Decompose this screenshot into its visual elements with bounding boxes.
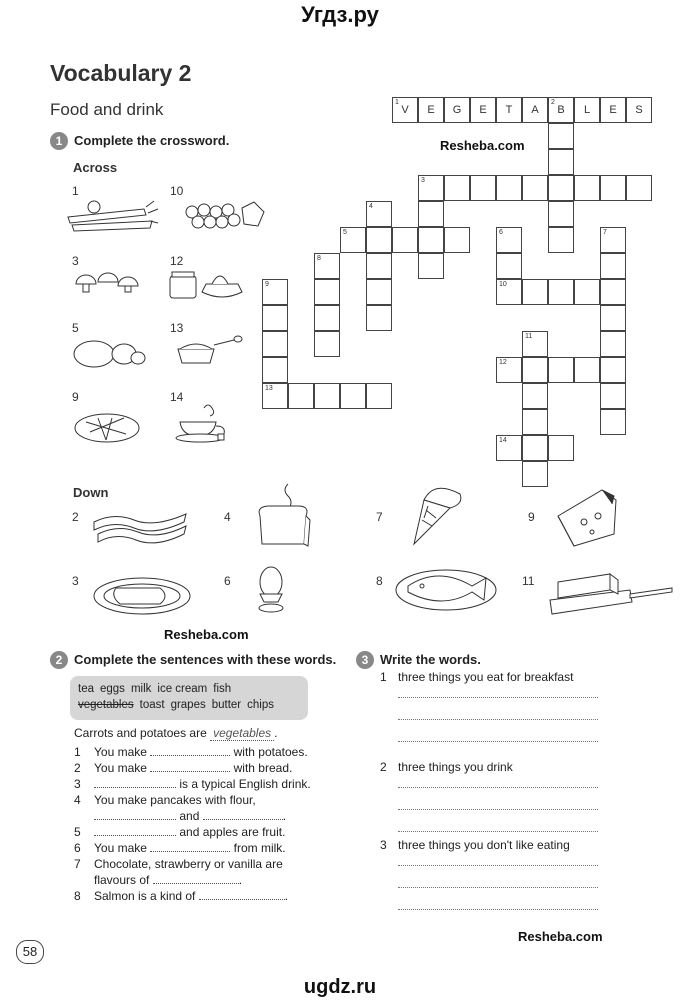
crossword-cell[interactable] [600, 409, 626, 435]
crossword-cell[interactable] [496, 175, 522, 201]
crossword-cell[interactable] [600, 97, 626, 123]
exercise-3-instruction: 3 Write the words. [356, 651, 481, 669]
crossword-cell-number: 4 [369, 203, 373, 210]
word-box-row-1: tea eggs milk ice cream fish [78, 683, 232, 695]
crossword-cell[interactable] [548, 201, 574, 227]
crossword-cell[interactable] [600, 331, 626, 357]
word-box [70, 676, 308, 720]
answer-blank[interactable] [94, 809, 176, 820]
sentence-6: 6 You make from milk. [74, 841, 286, 855]
down-clue-4: 4 [224, 510, 231, 524]
crossword-cell[interactable] [574, 97, 600, 123]
across-clue-12: 12 [170, 254, 184, 268]
crossword-cell[interactable] [262, 383, 288, 409]
sentence-4: 4 You make pancakes with flour, [74, 793, 256, 807]
crossword-cell[interactable] [366, 279, 392, 305]
crossword-cell[interactable] [548, 97, 574, 123]
sentence-8: 8 Salmon is a kind of . [74, 889, 289, 903]
crossword-cell-number: 10 [499, 281, 507, 288]
crossword-letter: B [557, 104, 565, 116]
ex3-answer-line[interactable] [398, 887, 598, 888]
ex3-answer-line[interactable] [398, 809, 598, 810]
crossword-cell[interactable] [522, 357, 548, 383]
answer-blank[interactable] [150, 761, 230, 772]
crossword-cell[interactable] [496, 435, 522, 461]
crossword-letter: A [531, 104, 539, 116]
answer-blank[interactable] [94, 777, 176, 788]
crossword-cell-number: 3 [421, 177, 425, 184]
sentence-4-continued: and . [74, 809, 286, 823]
ex3-answer-line[interactable] [398, 865, 598, 866]
across-clue-10: 10 [170, 184, 184, 198]
crossword-cell[interactable] [314, 331, 340, 357]
answer-blank[interactable] [94, 825, 176, 836]
crossword-cell[interactable] [548, 435, 574, 461]
exercise-1-instruction: 1 Complete the crossword. [50, 132, 229, 150]
ex3-answer-line[interactable] [398, 909, 598, 910]
crossword-cell[interactable] [522, 383, 548, 409]
crossword-cell[interactable] [418, 227, 444, 253]
crossword-cell[interactable] [548, 279, 574, 305]
crossword-letter: E [427, 104, 435, 116]
sentence-1: 1 You make with potatoes. [74, 745, 308, 759]
crossword-letter: S [635, 104, 643, 116]
down-clue-6: 6 [224, 574, 231, 588]
ex3-answer-line[interactable] [398, 741, 598, 742]
crossword-cell[interactable] [444, 97, 470, 123]
crossword-cell-number: 1 [395, 99, 399, 106]
across-clue-3: 3 [72, 254, 79, 268]
crossword-cell[interactable] [496, 227, 522, 253]
exercise-2-number: 2 [50, 651, 68, 669]
across-clue-14: 14 [170, 390, 184, 404]
down-clue-8: 8 [376, 574, 383, 588]
butter-dish-icon [546, 570, 676, 620]
crossword-cell-number: 9 [265, 281, 269, 288]
across-heading: Across [73, 160, 118, 175]
crossword-cell[interactable] [522, 175, 548, 201]
crossword-cell[interactable] [262, 279, 288, 305]
site-header: Угдз.ру [301, 2, 379, 27]
page-subtitle: Food and drink [50, 100, 164, 119]
crossword-cell-number: 14 [499, 437, 507, 444]
sentence-2: 2 You make with bread. [74, 761, 293, 775]
crossword-letter: E [479, 104, 487, 116]
crossword-cell[interactable] [548, 123, 574, 149]
crossword-cell[interactable] [366, 383, 392, 409]
crossword-cell[interactable] [418, 97, 444, 123]
crossword-cell[interactable] [548, 357, 574, 383]
example-sentence: Carrots and potatoes are vegetables . [74, 726, 278, 740]
crossword-cell[interactable] [600, 175, 626, 201]
crossword-cell[interactable] [496, 279, 522, 305]
down-clue-3: 3 [72, 574, 79, 588]
grapes-icon [180, 198, 270, 234]
ex3-item-1: 1 three things you eat for breakfast [380, 670, 574, 684]
crossword-cell[interactable] [496, 357, 522, 383]
ice-cream-icon [404, 480, 464, 546]
crossword-cell[interactable] [340, 383, 366, 409]
crossword-cell[interactable] [314, 305, 340, 331]
ex3-item-2: 2 three things you drink [380, 760, 513, 774]
crossword-cell[interactable] [522, 409, 548, 435]
page-title: Vocabulary 2 [50, 60, 192, 86]
crossword-cell[interactable] [366, 305, 392, 331]
crossword-cell[interactable] [600, 383, 626, 409]
crossword-cell[interactable] [392, 227, 418, 253]
ex3-answer-line[interactable] [398, 787, 598, 788]
crossword-cell[interactable] [392, 97, 418, 123]
across-clue-9: 9 [72, 390, 79, 404]
crossword-cell[interactable] [340, 227, 366, 253]
crossword-cell-number: 11 [525, 333, 533, 340]
crossword-cell[interactable] [522, 461, 548, 487]
crossword-cell[interactable] [288, 383, 314, 409]
sentence-7: 7 Chocolate, strawberry or vanilla are [74, 857, 283, 871]
crossword-cell[interactable] [574, 175, 600, 201]
word-box-row-2: vegetables toast grapes butter chips [78, 699, 275, 711]
crossword-letter: E [609, 104, 617, 116]
crossword-cell[interactable] [314, 253, 340, 279]
crossword-cell[interactable] [470, 175, 496, 201]
crossword-cell[interactable] [418, 175, 444, 201]
crossword-cell[interactable] [626, 97, 652, 123]
crossword-cell-number: 6 [499, 229, 503, 236]
page-number: 58 [16, 940, 44, 964]
across-clue-1: 1 [72, 184, 79, 198]
ex3-answer-line[interactable] [398, 831, 598, 832]
crossword-cell[interactable] [366, 253, 392, 279]
teacup-icon [174, 400, 240, 444]
crossword-cell[interactable] [314, 279, 340, 305]
crossword-cell[interactable] [548, 149, 574, 175]
site-footer: ugdz.ru [303, 976, 377, 998]
down-clue-7: 7 [376, 510, 383, 524]
crossword-cell[interactable] [600, 279, 626, 305]
across-clue-5: 5 [72, 321, 79, 335]
ex3-answer-line[interactable] [398, 719, 598, 720]
crossword-cell[interactable] [600, 227, 626, 253]
potatoes-icon [72, 338, 146, 370]
answer-blank[interactable] [150, 841, 230, 852]
answer-blank[interactable] [150, 745, 230, 756]
egg-icon [254, 564, 288, 616]
meat-plate-icon [90, 570, 194, 618]
sugar-bowl-icon [174, 335, 244, 365]
crossword-letter: T [505, 104, 513, 116]
crossword-cell[interactable] [600, 357, 626, 383]
crossword-cell[interactable] [418, 201, 444, 227]
exercise-2-instruction: 2 Complete the sentences with these words. [50, 651, 336, 669]
sentence-3: 3 is a typical English drink. [74, 777, 311, 791]
crossword-cell[interactable] [366, 227, 392, 253]
crossword-cell[interactable] [600, 305, 626, 331]
cheese-icon [554, 486, 620, 550]
crossword-cell[interactable] [574, 279, 600, 305]
crossword-cell[interactable] [522, 279, 548, 305]
crossword-cell[interactable] [522, 331, 548, 357]
crossword-cell[interactable] [626, 175, 652, 201]
watermark-bottom: Resheba.com [518, 929, 603, 944]
crossword-cell[interactable] [548, 227, 574, 253]
exercise-3-number: 3 [356, 651, 374, 669]
across-clue-13: 13 [170, 321, 184, 335]
crossword-cell[interactable] [496, 97, 522, 123]
crossword-letter: G [452, 104, 462, 116]
crossword-cell[interactable] [262, 331, 288, 357]
answer-blank[interactable] [153, 873, 239, 884]
down-clue-11: 11 [522, 574, 535, 588]
answer-blank[interactable] [199, 889, 285, 900]
crossword-cell-number: 13 [265, 385, 273, 392]
down-clue-9: 9 [528, 510, 535, 524]
vegetables-icon [64, 195, 160, 235]
sentence-7-continued: flavours of . [94, 873, 243, 887]
ex3-item-3: 3 three things you don't like eating [380, 838, 570, 852]
crossword-cell-number: 8 [317, 255, 321, 262]
down-heading: Down [73, 485, 109, 500]
bacon-icon [90, 508, 190, 544]
crossword-cell-number: 5 [343, 229, 347, 236]
mushrooms-icon [72, 268, 142, 298]
crossword-cell[interactable] [522, 97, 548, 123]
watermark-middle: Resheba.com [164, 627, 249, 642]
jam-and-juicer-icon [168, 266, 244, 302]
crossword-cell[interactable] [314, 383, 340, 409]
crossword-cell[interactable] [262, 305, 288, 331]
chips-plate-icon [72, 408, 142, 444]
crossword-cell[interactable] [366, 201, 392, 227]
crossword-cell-number: 7 [603, 229, 607, 236]
crossword-cell[interactable] [496, 253, 522, 279]
crossword-cell[interactable] [600, 253, 626, 279]
crossword-cell-number: 12 [499, 359, 507, 366]
fish-plate-icon [394, 564, 498, 614]
crossword-cell[interactable] [522, 435, 548, 461]
crossword-cell[interactable] [470, 97, 496, 123]
sentence-5: 5 and apples are fruit. [74, 825, 286, 839]
crossword-cell[interactable] [574, 357, 600, 383]
watermark-top: Resheba.com [440, 138, 525, 153]
exercise-1-number: 1 [50, 132, 68, 150]
down-clue-2: 2 [72, 510, 79, 524]
ex3-answer-line[interactable] [398, 697, 598, 698]
crossword-letter: L [583, 104, 591, 116]
crossword-cell[interactable] [418, 253, 444, 279]
crossword-cell[interactable] [262, 357, 288, 383]
crossword-letter: V [401, 104, 409, 116]
toast-icon [254, 480, 314, 550]
crossword-cell[interactable] [444, 227, 470, 253]
crossword-cell-number: 2 [551, 99, 555, 106]
answer-blank[interactable] [203, 809, 283, 820]
crossword-cell[interactable] [548, 175, 574, 201]
crossword-cell[interactable] [444, 175, 470, 201]
